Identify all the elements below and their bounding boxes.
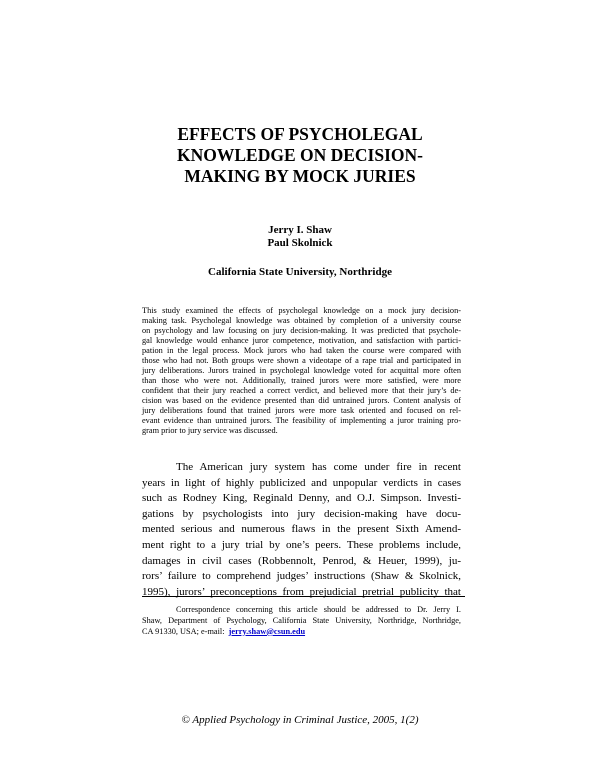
paper-title (0, 124, 600, 187)
abstract-line: confident that their jury reached a correct verdict, and believed more that their jury’s de- (142, 386, 461, 395)
footnote-line: Shaw, Department of Psychology, California State University, Northridge, Northridge, (142, 615, 461, 625)
abstract-line: on psychology and law focusing on jury decision-making. It was predicted that psychole- (142, 326, 461, 335)
abstract-line: pation in the legal process. Mock jurors who had taken the course were compared with (142, 346, 461, 355)
title-line: KNOWLEDGE ON DECISION- (176, 145, 423, 165)
abstract-line: This study examined the effects of psycholegal knowledge on a mock jury decision- (142, 306, 461, 315)
body-line: damages in civil cases (Robbennolt, Penrod, & Heuer, 1999), ju- (142, 554, 461, 567)
abstract-line: making task. Psycholegal knowledge was obtained by completion of a university course (142, 316, 461, 325)
abstract-line: jury deliberations. Jurors trained in psycholegal knowledge voted for acquittal more often (142, 366, 461, 375)
abstract-line: gram prior to jury service was discussed. (142, 426, 278, 435)
footnote-address: CA 91330, USA; e-mail: (142, 626, 229, 636)
body-line: The American jury system has come under fire in recent (176, 461, 461, 473)
body-line: ment right to a jury trial by one’s peers. These problems include, (142, 538, 461, 551)
body-text (142, 460, 461, 600)
author-name: Paul Skolnick (267, 237, 333, 249)
email-link[interactable]: jerry.shaw@csun.edu (228, 626, 306, 636)
abstract-line: than those who were not. Additionally, trained jurors were more satisfied, were more (142, 376, 461, 385)
body-line: years in light of highly publicized and unpopular verdicts in cases (142, 476, 461, 489)
abstract-line: gal knowledge would enhance juror competence, motivation, and satisfaction with partici- (142, 336, 461, 345)
author-list (0, 224, 600, 250)
footnote-line: Correspondence concerning this article should be addressed to Dr. Jerry I. (176, 605, 461, 614)
abstract-line: those who had not. Both groups were shown a videotape of a rape trial and participated in (142, 356, 461, 365)
affiliation: California State University, Northridge (208, 266, 392, 278)
correspondence-footnote (142, 605, 461, 637)
body-line: rors’ failure to comprehend judges’ instructions (Shaw & Skolnick, (142, 570, 461, 583)
author-name: Jerry I. Shaw (268, 224, 332, 236)
abstract (142, 306, 461, 436)
title-line: MAKING BY MOCK JURIES (184, 166, 416, 186)
title-line: EFFECTS OF PSYCHOLEGAL (177, 124, 423, 144)
footnote-line (142, 627, 461, 638)
body-line: 1995), jurors’ preconceptions from prejudicial pretrial publicity that (142, 585, 461, 598)
body-line: such as Rodney King, Reginald Denny, and O.J. Simpson. Investi- (142, 492, 461, 505)
footnote-divider (142, 596, 465, 597)
abstract-line: cision was based on the evidence presented than did untrained jurors. Content analysis of (142, 396, 461, 405)
body-line: mented serious and numerous flaws in the present Sixth Amend- (142, 523, 461, 536)
journal-footer: © Applied Psychology in Criminal Justice, 2005, 1(2) (181, 714, 419, 726)
body-line: gations by psychologists into jury decision-making have docu- (142, 507, 461, 520)
abstract-line: evant evidence than untrained jurors. The feasibility of implementing a juror training pro- (142, 416, 461, 425)
abstract-line: jury deliberations found that trained jurors were more task oriented and focused on rel- (142, 406, 461, 415)
